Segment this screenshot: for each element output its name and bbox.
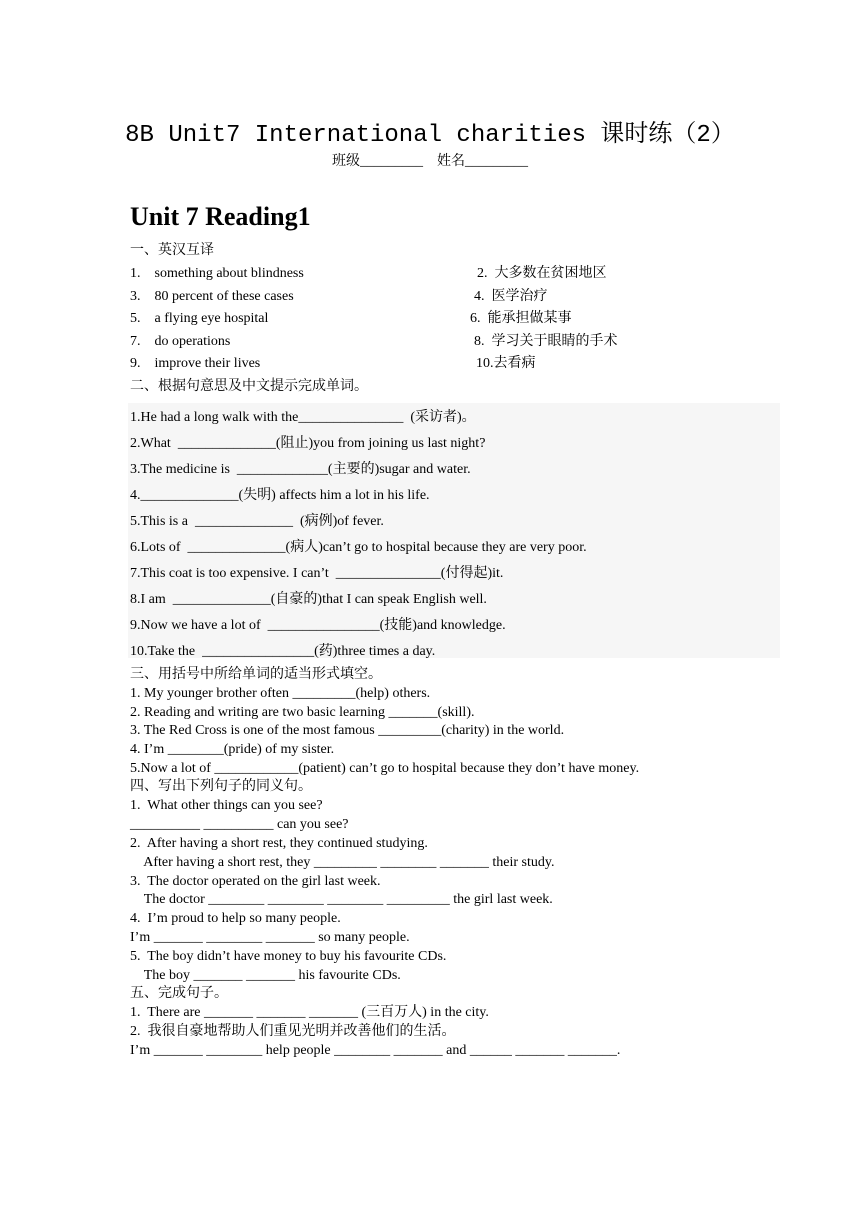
synonym-line-10: The boy _______ _______ his favourite CDs. — [130, 968, 401, 983]
synonym-line-9: 5. The boy didn’t have money to buy his favourite CDs. — [130, 949, 447, 964]
synonym-line-1: 1. What other things can you see? — [130, 798, 323, 813]
vocab-item-6: 6. 能承担做某事 — [470, 311, 572, 326]
vocab-item-1: 1. something about blindness — [130, 266, 304, 281]
word-form-item-4: 4. I’m ________(pride) of my sister. — [130, 742, 335, 757]
fill-word-item-6: 6.Lots of ______________(病人)can’t go to hospital because they are very poor. — [130, 540, 587, 555]
synonym-line-8: I’m _______ ________ _______ so many people. — [130, 930, 410, 945]
vocab-item-9: 9. improve their lives — [130, 356, 261, 371]
word-form-item-3: 3. The Red Cross is one of the most famous _________(charity) in the world. — [130, 723, 565, 738]
vocab-item-8: 8. 学习关于眼睛的手术 — [474, 334, 618, 349]
word-form-item-2: 2. Reading and writing are two basic learning _______(skill). — [130, 705, 475, 720]
fill-word-item-2: 2.What ______________(阻止)you from joining us last night? — [130, 436, 486, 451]
word-form-item-5: 5.Now a lot of ____________(patient) can’t go to hospital because they don’t have money. — [130, 761, 640, 776]
fill-word-item-3: 3.The medicine is _____________(主要的)sugar and water. — [130, 462, 471, 477]
fill-word-item-9: 9.Now we have a lot of ________________(技能)and knowledge. — [130, 618, 506, 633]
vocab-item-4: 4. 医学治疗 — [474, 289, 548, 304]
complete-sentence-line-2: 2. 我很自豪地帮助人们重见光明并改善他们的生活。 — [130, 1024, 456, 1039]
synonym-line-2: __________ __________ can you see? — [130, 817, 349, 832]
fill-word-item-7: 7.This coat is too expensive. I can’t _______________(付得起)it. — [130, 566, 504, 581]
worksheet-title: 8B Unit7 International charities 课时练（2） — [125, 122, 735, 149]
synonym-line-3: 2. After having a short rest, they continued studying. — [130, 836, 428, 851]
section-1-heading: 一、英汉互译 — [130, 243, 214, 258]
vocab-item-10: 10.去看病 — [476, 356, 536, 371]
unit-heading: Unit 7 Reading1 — [130, 202, 311, 231]
vocab-item-2: 2. 大多数在贫困地区 — [477, 266, 607, 281]
section-4-heading: 四、写出下列句子的同义句。 — [130, 779, 312, 794]
word-form-item-1: 1. My younger brother often _________(help) others. — [130, 686, 431, 701]
synonym-line-7: 4. I’m proud to help so many people. — [130, 911, 341, 926]
complete-sentence-line-3: I’m _______ ________ help people ________ _______ and ______ _______ _______. — [130, 1043, 621, 1058]
fill-word-item-5: 5.This is a ______________ (病例)of fever. — [130, 514, 384, 529]
section-5-heading: 五、完成句子。 — [130, 986, 228, 1001]
fill-word-item-10: 10.Take the ________________(药)three times a day. — [130, 644, 436, 659]
fill-word-item-1: 1.He had a long walk with the_______________ (采访者)。 — [130, 410, 476, 425]
synonym-line-6: The doctor ________ ________ ________ _________ the girl last week. — [130, 892, 553, 907]
fill-word-item-4: 4.______________(失明) affects him a lot in his life. — [130, 488, 430, 503]
vocab-item-7: 7. do operations — [130, 334, 231, 349]
synonym-line-4: After having a short rest, they _________ ________ _______ their study. — [130, 855, 555, 870]
section-3-heading: 三、用括号中所给单词的适当形式填空。 — [130, 667, 382, 682]
class-name-line: 班级_________ 姓名_________ — [332, 154, 528, 169]
section-2-heading: 二、根据句意思及中文提示完成单词。 — [130, 379, 368, 394]
vocab-item-5: 5. a flying eye hospital — [130, 311, 269, 326]
fill-word-item-8: 8.I am ______________(自豪的)that I can speak English well. — [130, 592, 487, 607]
vocab-item-3: 3. 80 percent of these cases — [130, 289, 294, 304]
synonym-line-5: 3. The doctor operated on the girl last week. — [130, 874, 381, 889]
complete-sentence-line-1: 1. There are _______ _______ _______ (三百万人) in the city. — [130, 1005, 489, 1020]
